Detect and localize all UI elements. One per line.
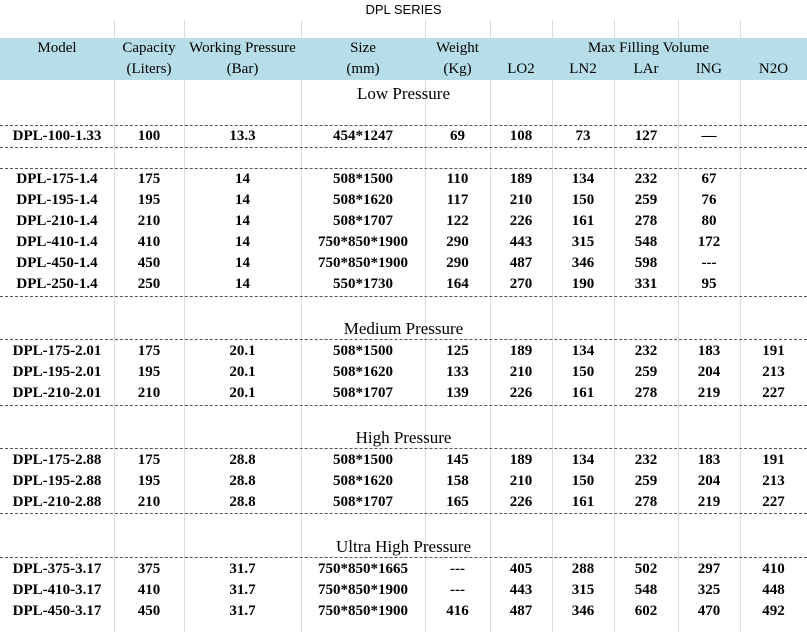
cell-size: 508*1620 bbox=[333, 192, 393, 208]
table-row bbox=[0, 169, 807, 190]
cell-size: 750*850*1900 bbox=[318, 234, 408, 250]
cell-lng: 183 bbox=[697, 343, 721, 359]
cell-lng: 172 bbox=[697, 234, 721, 250]
header-pressure: Working Pressure bbox=[189, 40, 296, 56]
cell-working-pressure: 31.7 bbox=[229, 603, 256, 619]
cell-lar: 259 bbox=[634, 364, 658, 380]
cell-lar: 232 bbox=[634, 343, 658, 359]
cell-lo2: 210 bbox=[509, 473, 533, 489]
table-row bbox=[0, 211, 807, 232]
cell-working-pressure: 13.3 bbox=[229, 128, 256, 144]
table-row bbox=[0, 362, 807, 383]
cell-capacity: 100 bbox=[137, 128, 161, 144]
cell-size: 508*1500 bbox=[333, 452, 393, 468]
cell-lo2: 226 bbox=[509, 213, 533, 229]
cell-model: DPL-410-3.17 bbox=[12, 582, 102, 598]
divider bbox=[0, 147, 807, 148]
cell-capacity: 195 bbox=[137, 364, 161, 380]
cell-lo2: 487 bbox=[509, 255, 533, 271]
cell-lo2: 226 bbox=[509, 494, 533, 510]
table-row bbox=[0, 492, 807, 513]
cell-lar: 548 bbox=[634, 582, 658, 598]
cell-ln2: 161 bbox=[571, 494, 595, 510]
cell-weight: 139 bbox=[446, 385, 469, 401]
cell-lo2: 210 bbox=[509, 192, 533, 208]
cell-n2o bbox=[740, 253, 807, 274]
cell-capacity: 250 bbox=[137, 276, 161, 292]
cell-ln2: 73 bbox=[575, 128, 591, 144]
table-row bbox=[0, 450, 807, 471]
header-capacity: Capacity bbox=[122, 40, 176, 56]
section-low-pressure: Low Pressure bbox=[356, 84, 450, 103]
cell-model: DPL-195-2.88 bbox=[12, 473, 102, 489]
cell-lng: 325 bbox=[697, 582, 721, 598]
cell-lar: 502 bbox=[634, 561, 658, 577]
cell-weight: 122 bbox=[446, 213, 469, 229]
cell-ln2: 150 bbox=[571, 192, 595, 208]
cell-lng: 67 bbox=[701, 171, 717, 187]
table-header bbox=[0, 38, 807, 80]
cell-size: 750*850*1665 bbox=[318, 561, 408, 577]
cell-weight: 164 bbox=[446, 276, 469, 292]
table-row bbox=[0, 190, 807, 211]
header-gas-lng: lNG bbox=[696, 61, 722, 77]
header-capacity-unit: (Liters) bbox=[126, 61, 172, 77]
cell-lng: 219 bbox=[697, 385, 721, 401]
cell-lng: 204 bbox=[697, 473, 721, 489]
cell-model: DPL-450-3.17 bbox=[12, 603, 102, 619]
cell-capacity: 195 bbox=[137, 192, 161, 208]
cell-size: 750*850*1900 bbox=[318, 603, 408, 619]
cell-model: DPL-175-2.88 bbox=[12, 452, 102, 468]
header-gas-lar: LAr bbox=[633, 61, 659, 77]
table-row bbox=[0, 383, 807, 404]
divider bbox=[0, 448, 807, 449]
cell-weight: 110 bbox=[446, 171, 469, 187]
divider bbox=[0, 405, 807, 406]
cell-lar: 598 bbox=[634, 255, 658, 271]
cell-weight: --- bbox=[450, 582, 465, 598]
cell-lo2: 270 bbox=[509, 276, 533, 292]
cell-size: 508*1500 bbox=[333, 171, 393, 187]
cell-n2o bbox=[740, 169, 807, 190]
cell-working-pressure: 20.1 bbox=[229, 343, 256, 359]
cell-size: 508*1707 bbox=[333, 494, 393, 510]
cell-model: DPL-410-1.4 bbox=[16, 234, 98, 250]
cell-ln2: 315 bbox=[571, 234, 595, 250]
cell-ln2: 288 bbox=[571, 561, 595, 577]
cell-model: DPL-175-1.4 bbox=[16, 171, 98, 187]
cell-working-pressure: 14 bbox=[235, 213, 250, 229]
cell-weight: 290 bbox=[446, 234, 469, 250]
cell-n2o: 448 bbox=[762, 582, 785, 598]
cell-lar: 259 bbox=[634, 473, 658, 489]
cell-weight: 69 bbox=[450, 128, 465, 144]
cell-capacity: 175 bbox=[137, 171, 161, 187]
cell-ln2: 134 bbox=[571, 171, 595, 187]
cell-size: 508*1620 bbox=[333, 473, 393, 489]
cell-capacity: 210 bbox=[137, 385, 161, 401]
cell-lar: 259 bbox=[634, 192, 658, 208]
table-row bbox=[0, 253, 807, 274]
cell-size: 508*1620 bbox=[333, 364, 393, 380]
cell-ln2: 161 bbox=[571, 213, 595, 229]
cell-working-pressure: 14 bbox=[235, 276, 250, 292]
table-row bbox=[0, 232, 807, 253]
cell-model: DPL-100-1.33 bbox=[12, 128, 102, 144]
cell-lar: 278 bbox=[634, 213, 658, 229]
cell-weight: 158 bbox=[446, 473, 469, 489]
cell-size: 508*1707 bbox=[333, 385, 393, 401]
cell-working-pressure: 20.1 bbox=[229, 385, 256, 401]
cell-weight: 145 bbox=[446, 452, 469, 468]
cell-n2o: 191 bbox=[762, 343, 785, 359]
cell-n2o: 213 bbox=[762, 364, 785, 380]
cell-capacity: 210 bbox=[137, 213, 161, 229]
cell-ln2: 150 bbox=[571, 364, 595, 380]
cell-model: DPL-375-3.17 bbox=[12, 561, 102, 577]
cell-lo2: 443 bbox=[509, 582, 533, 598]
cell-lo2: 108 bbox=[509, 128, 533, 144]
header-model: Model bbox=[37, 40, 77, 56]
table-row bbox=[0, 471, 807, 492]
cell-n2o bbox=[740, 211, 807, 232]
cell-capacity: 175 bbox=[137, 343, 161, 359]
divider bbox=[0, 513, 807, 514]
header-size: Size bbox=[350, 40, 376, 56]
cell-lar: 331 bbox=[634, 276, 658, 292]
cell-lng: 95 bbox=[701, 276, 717, 292]
cell-lng: --- bbox=[701, 255, 717, 271]
cell-n2o bbox=[740, 274, 807, 295]
cell-model: DPL-210-1.4 bbox=[16, 213, 98, 229]
cell-working-pressure: 20.1 bbox=[229, 364, 256, 380]
cell-n2o bbox=[740, 190, 807, 211]
section-medium-pressure: Medium Pressure bbox=[343, 319, 464, 338]
cell-lar: 232 bbox=[634, 171, 658, 187]
cell-weight: 133 bbox=[446, 364, 469, 380]
table-title: DPL SERIES bbox=[365, 2, 442, 17]
cell-capacity: 450 bbox=[137, 603, 161, 619]
cell-capacity: 210 bbox=[137, 494, 161, 510]
cell-model: DPL-450-1.4 bbox=[16, 255, 98, 271]
cell-working-pressure: 28.8 bbox=[229, 452, 256, 468]
cell-capacity: 175 bbox=[137, 452, 161, 468]
cell-weight: 125 bbox=[446, 343, 469, 359]
cell-lo2: 487 bbox=[509, 603, 533, 619]
cell-ln2: 315 bbox=[571, 582, 595, 598]
cell-lng: 470 bbox=[697, 603, 721, 619]
cell-n2o: 492 bbox=[762, 603, 785, 619]
cell-lar: 278 bbox=[634, 494, 658, 510]
cell-capacity: 195 bbox=[137, 473, 161, 489]
table-row bbox=[0, 601, 807, 622]
cell-weight: 290 bbox=[446, 255, 469, 271]
cell-working-pressure: 28.8 bbox=[229, 473, 256, 489]
cell-lar: 232 bbox=[634, 452, 658, 468]
table-row bbox=[0, 559, 807, 580]
cell-lo2: 189 bbox=[509, 343, 533, 359]
divider bbox=[0, 557, 807, 558]
divider bbox=[0, 339, 807, 340]
header-weight-unit: (Kg) bbox=[443, 61, 472, 77]
cell-lo2: 210 bbox=[509, 364, 533, 380]
header-weight: Weight bbox=[436, 40, 479, 56]
cell-working-pressure: 31.7 bbox=[229, 582, 256, 598]
cell-capacity: 410 bbox=[137, 582, 161, 598]
cell-lar: 127 bbox=[634, 128, 658, 144]
cell-size: 508*1500 bbox=[333, 343, 393, 359]
cell-n2o: 227 bbox=[762, 385, 785, 401]
cell-lng: 80 bbox=[701, 213, 717, 229]
cell-model: DPL-175-2.01 bbox=[12, 343, 102, 359]
header-gas-lo2: LO2 bbox=[507, 61, 535, 77]
cell-size: 508*1707 bbox=[333, 213, 393, 229]
table-row bbox=[0, 126, 807, 147]
cell-model: DPL-195-1.4 bbox=[16, 192, 98, 208]
cell-model: DPL-250-1.4 bbox=[16, 276, 98, 292]
cell-ln2: 134 bbox=[571, 343, 595, 359]
cell-weight: 165 bbox=[446, 494, 469, 510]
cell-lng: 204 bbox=[697, 364, 721, 380]
cell-lo2: 405 bbox=[509, 561, 533, 577]
cell-lar: 548 bbox=[634, 234, 658, 250]
cell-lng: 76 bbox=[701, 192, 717, 208]
cell-ln2: 190 bbox=[571, 276, 595, 292]
cell-lo2: 443 bbox=[509, 234, 533, 250]
cell-weight: 416 bbox=[446, 603, 469, 619]
cell-size: 750*850*1900 bbox=[318, 582, 408, 598]
cell-weight: 117 bbox=[446, 192, 469, 208]
header-pressure-unit: (Bar) bbox=[226, 61, 259, 77]
cell-ln2: 161 bbox=[571, 385, 595, 401]
cell-capacity: 450 bbox=[137, 255, 161, 271]
cell-working-pressure: 28.8 bbox=[229, 494, 256, 510]
cell-lo2: 189 bbox=[509, 452, 533, 468]
cell-working-pressure: 31.7 bbox=[229, 561, 256, 577]
cell-size: 550*1730 bbox=[333, 276, 393, 292]
cell-working-pressure: 14 bbox=[235, 255, 250, 271]
cell-n2o bbox=[740, 126, 807, 147]
cell-lo2: 189 bbox=[509, 171, 533, 187]
cell-model: DPL-195-2.01 bbox=[12, 364, 102, 380]
cell-n2o bbox=[740, 232, 807, 253]
header-max-filling-volume: Max Filling Volume bbox=[587, 40, 710, 56]
cell-lo2: 226 bbox=[509, 385, 533, 401]
cell-working-pressure: 14 bbox=[235, 171, 250, 187]
cell-working-pressure: 14 bbox=[235, 192, 250, 208]
cell-working-pressure: 14 bbox=[235, 234, 250, 250]
cell-model: DPL-210-2.01 bbox=[12, 385, 102, 401]
cell-capacity: 410 bbox=[137, 234, 161, 250]
divider bbox=[0, 296, 807, 297]
table-row bbox=[0, 580, 807, 601]
cell-n2o: 213 bbox=[762, 473, 785, 489]
cell-ln2: 346 bbox=[571, 255, 595, 271]
cell-ln2: 150 bbox=[571, 473, 595, 489]
cell-model: DPL-210-2.88 bbox=[12, 494, 102, 510]
cell-lar: 602 bbox=[634, 603, 658, 619]
section-high-pressure: High Pressure bbox=[355, 428, 452, 447]
cell-size: 750*850*1900 bbox=[318, 255, 408, 271]
cell-ln2: 134 bbox=[571, 452, 595, 468]
header-size-unit: (mm) bbox=[346, 61, 380, 77]
table-row bbox=[0, 274, 807, 295]
cell-n2o: 191 bbox=[762, 452, 785, 468]
cell-lng: 219 bbox=[697, 494, 721, 510]
cell-n2o: 227 bbox=[762, 494, 785, 510]
cell-ln2: 346 bbox=[571, 603, 595, 619]
cell-n2o: 410 bbox=[762, 561, 785, 577]
cell-lar: 278 bbox=[634, 385, 658, 401]
table-row bbox=[0, 341, 807, 362]
header-gas-ln2: LN2 bbox=[569, 61, 597, 77]
cell-lng: 297 bbox=[697, 561, 721, 577]
cell-lng: — bbox=[701, 128, 717, 144]
cell-lng: 183 bbox=[697, 452, 721, 468]
section-ultra-high-pressure: Ultra High Pressure bbox=[335, 537, 472, 556]
header-gas-n2o: N2O bbox=[758, 61, 789, 77]
cell-capacity: 375 bbox=[137, 561, 161, 577]
cell-weight: --- bbox=[450, 561, 465, 577]
cell-size: 454*1247 bbox=[333, 128, 393, 144]
